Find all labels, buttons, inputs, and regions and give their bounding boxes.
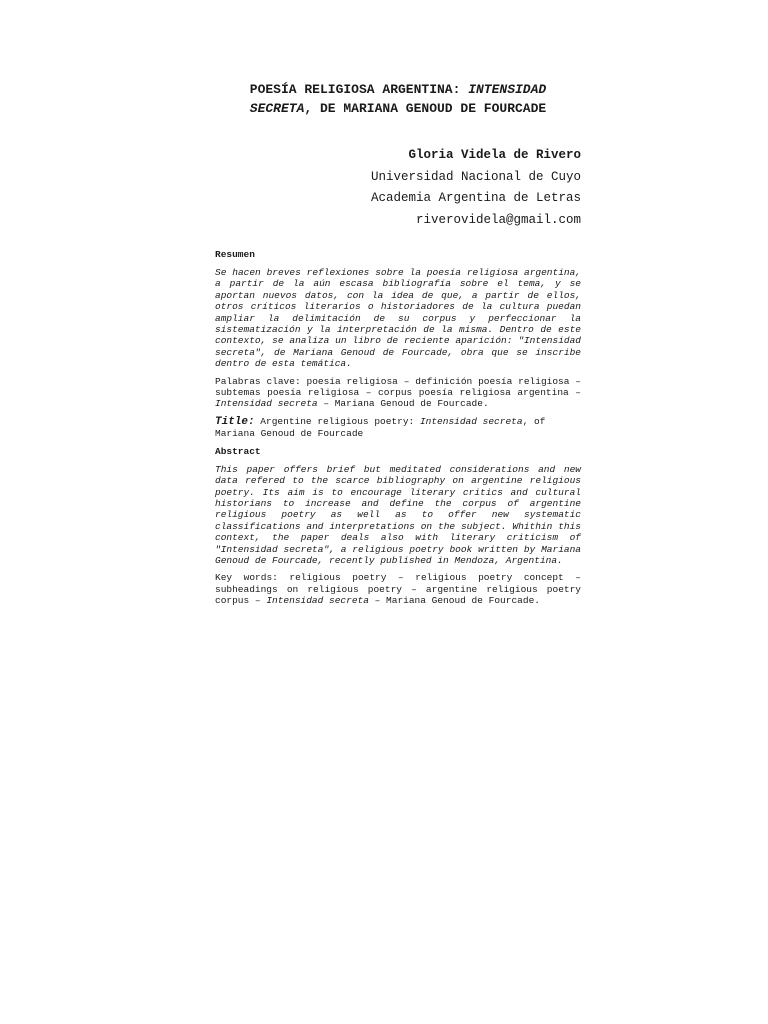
english-title-c: , of Mariana Genoud de Fourcade — [215, 415, 546, 440]
palabras-clave — [215, 376, 581, 410]
english-title-b: Intensidad secreta — [419, 415, 523, 427]
palabras-clave-b: Intensidad secreta — [215, 398, 318, 410]
english-title — [215, 416, 581, 440]
title-part-1: POESÍA RELIGIOSA ARGENTINA: — [249, 82, 469, 97]
author-email: riverovidela@gmail.com — [415, 212, 581, 227]
english-title-label: Title: — [215, 415, 255, 428]
author-affiliation-2: Academia Argentina de Letras — [370, 191, 581, 205]
resumen-heading: Resumen — [215, 249, 255, 260]
abstract-heading: Abstract — [215, 445, 261, 457]
article-first-page — [215, 80, 581, 613]
english-title-a: Argentine religious poetry: — [254, 415, 420, 427]
resumen-text-a: Se hacen breves reflexiones sobre la poesía religiosa argentina, a partir de la aún escasa bibliografía sobre el tema, y se aportan nuevos datos, con la idea de que, a partir de ellos, otros críticos literarios o historiadores de la cultura puedan ampliar la delimitación de su corpus y perfeccionar la sistematización y la interpretación de la misma. Dentro de este contexto, se analiza un libro de reciente aparición: — [215, 267, 581, 347]
key-words-c: – Mariana Genoud de Fourcade. — [368, 595, 540, 607]
resumen-text-c: , de Mariana Genoud de Fourcade, obra que se inscribe dentro de esta temática. — [215, 346, 581, 370]
abstract-text: This paper offers brief but meditated considerations and new data refered to the scarce bibliography on argentine religious poetry. Its aim is to encourage literary critics and cultural historians to increase and define the corpus of argentine religious poetry as well as to offer new systematic classifications and interpretations on the subject. Whithin this context, the paper deals also with literary criticism of "Intensidad secreta", a religious poetry book written by Mariana Genoud de Fourcade, recently published in Mendoza, Argentina. — [215, 463, 581, 566]
palabras-clave-c: – Mariana Genoud de Fourcade. — [317, 398, 489, 410]
author-block — [215, 145, 581, 231]
resumen-text — [215, 267, 581, 370]
key-words-b: Intensidad secreta — [266, 595, 369, 607]
palabras-clave-a: Palabras clave: poesía religiosa – definición poesía religiosa – subtemas poesía religiosa – corpus poesía religiosa argentina – — [215, 375, 581, 399]
key-words-a: Key words: religious poetry – religious poetry concept – subheadings on religious poetry – argentine religious poetry corpus – — [215, 572, 581, 607]
author-affiliation-1: Universidad Nacional de Cuyo — [370, 169, 581, 184]
author-name: Gloria Videla de Rivero — [408, 148, 581, 162]
key-words — [215, 572, 581, 606]
title-book-name: INTENSIDAD SECRETA — [249, 82, 547, 116]
title-part-3: , DE MARIANA GENOUD DE FOURCADE — [304, 101, 547, 116]
article-title — [215, 80, 581, 118]
resumen-text-b: "Intensidad secreta" — [215, 335, 581, 358]
